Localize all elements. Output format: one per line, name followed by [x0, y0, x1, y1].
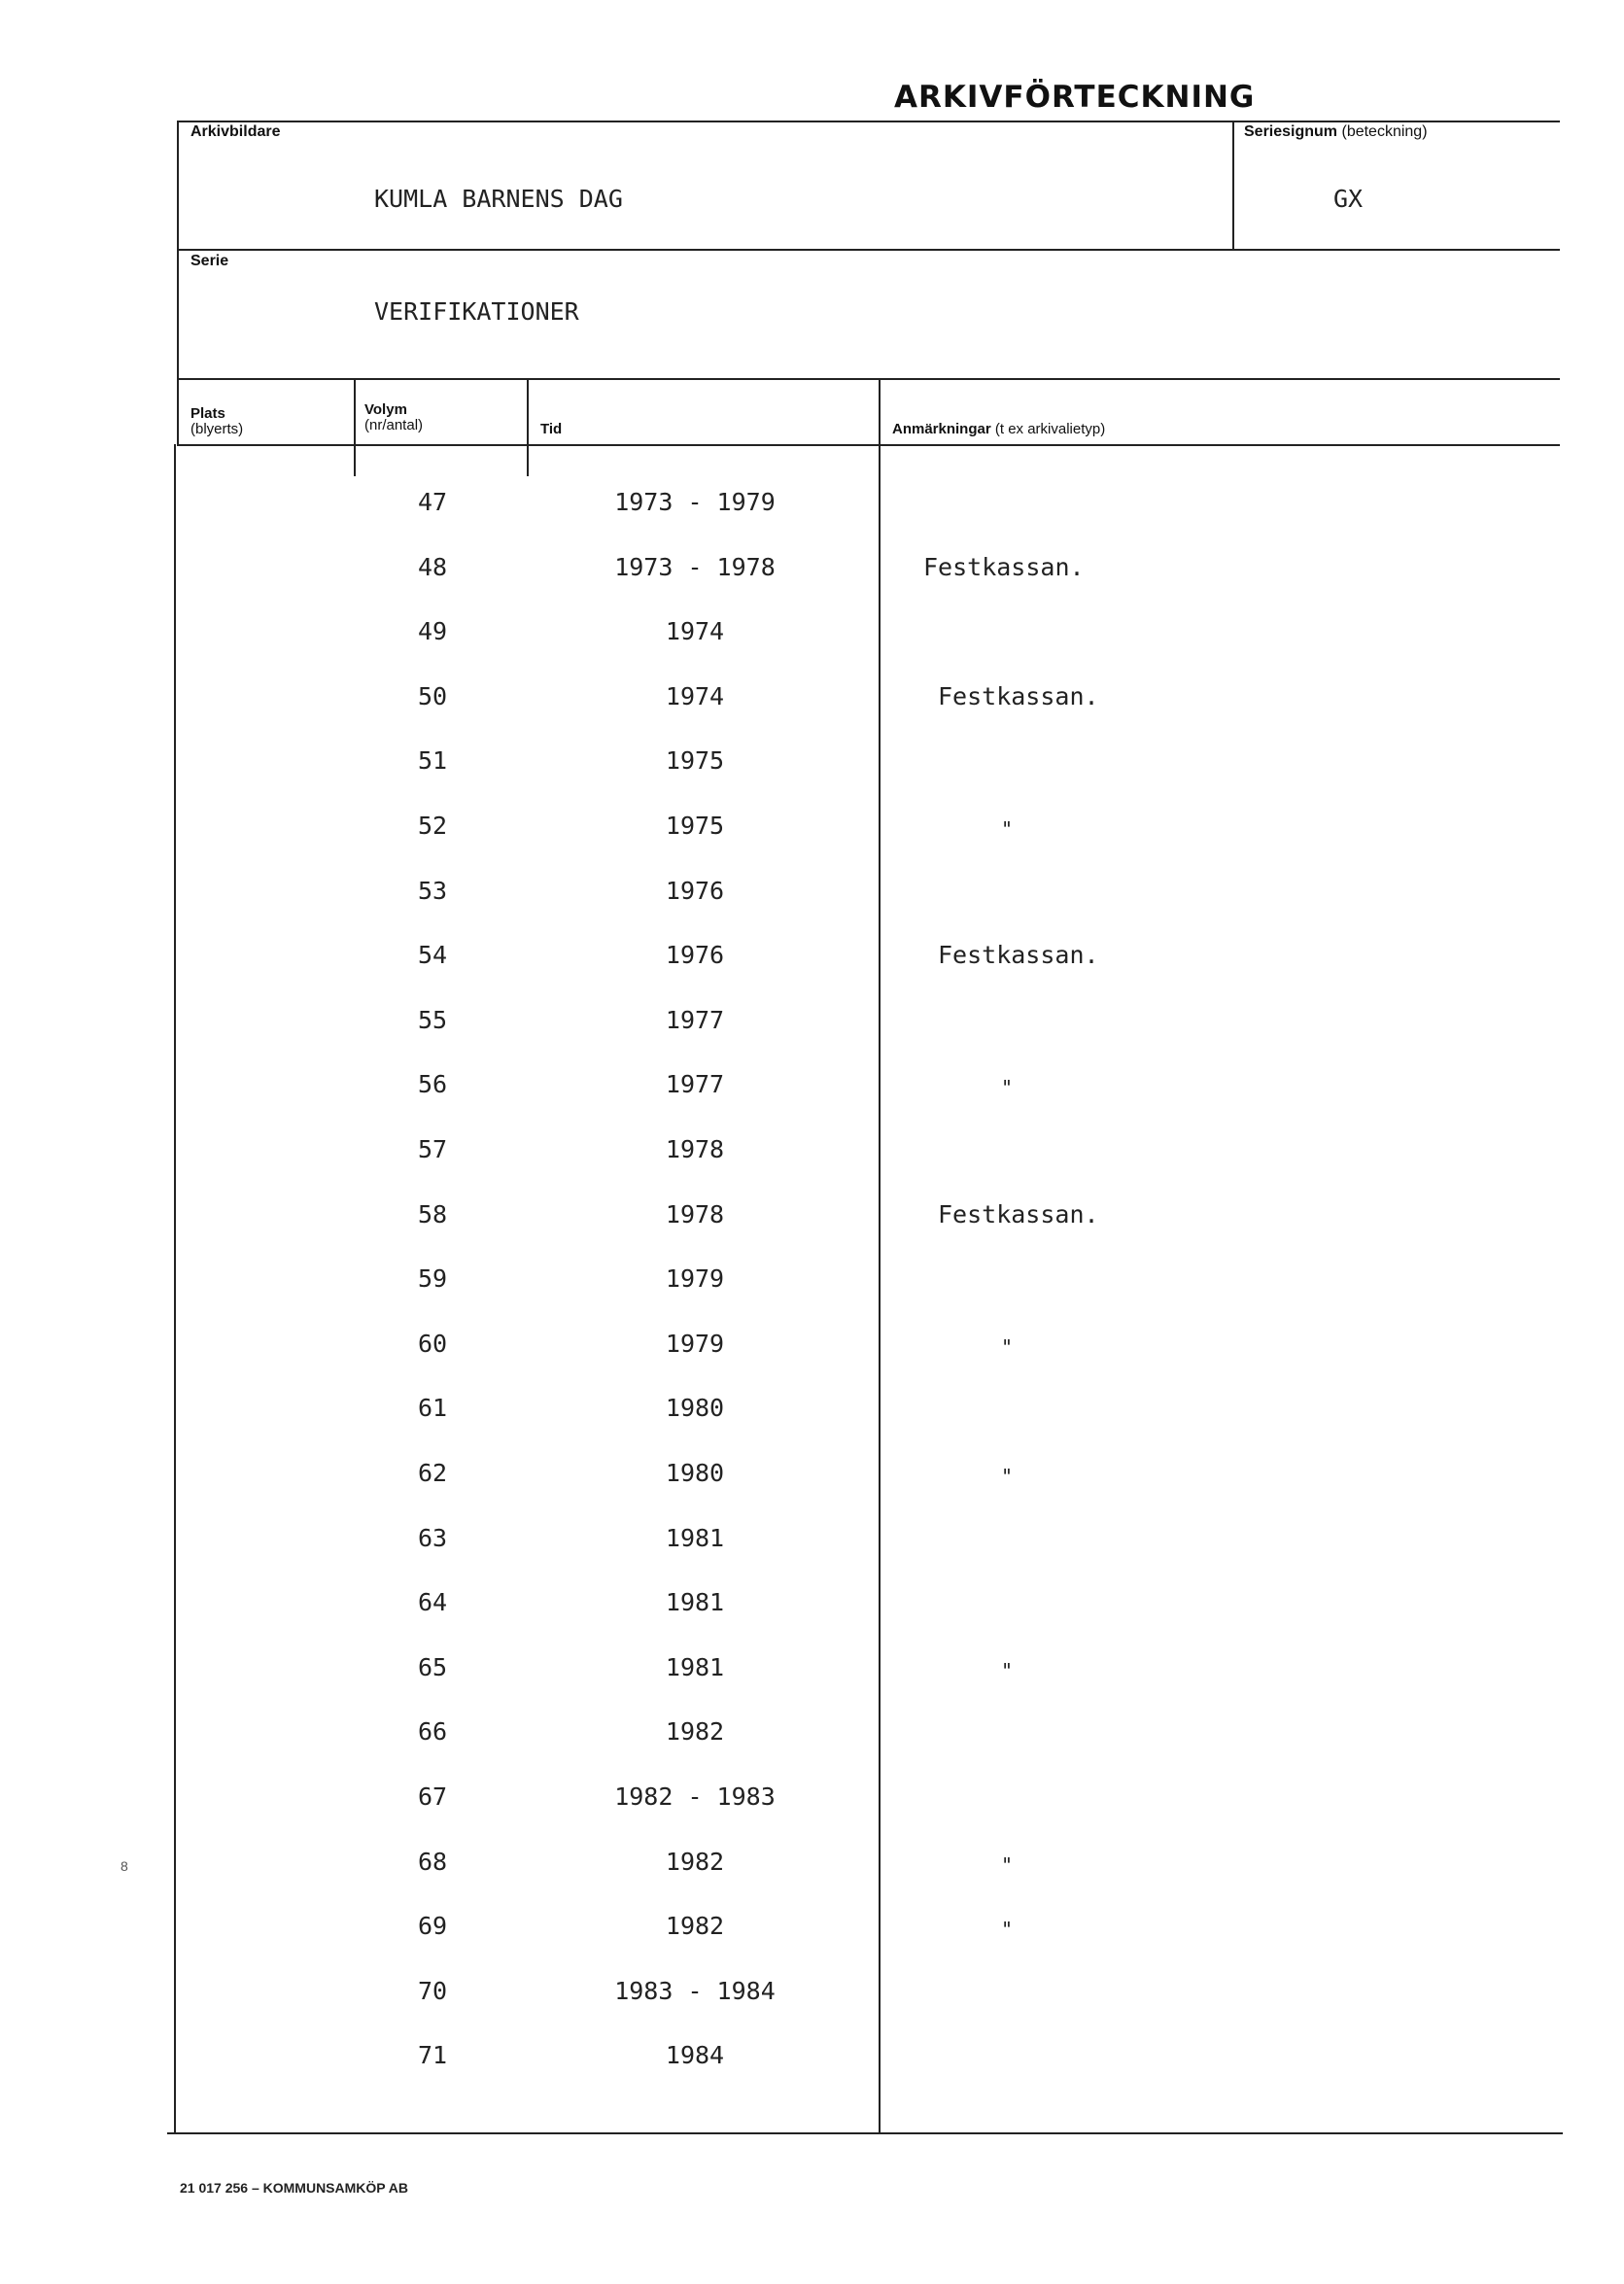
table-row	[0, 1070, 1624, 1134]
ditto-mark: "	[1001, 1918, 1014, 1941]
table-row	[0, 812, 1624, 876]
ditto-mark: "	[1001, 1335, 1014, 1359]
volym-cell: 52	[417, 812, 448, 840]
tid-cell: 1978	[665, 1200, 725, 1229]
serie-value: VERIFIKATIONER	[374, 297, 579, 326]
tid-cell: 1974	[665, 682, 725, 710]
volym-cell: 47	[417, 488, 448, 516]
seriesignum-label-light: (beteckning)	[1341, 123, 1428, 140]
volym-cell: 62	[417, 1459, 448, 1487]
seriesignum-label	[1244, 124, 1428, 140]
table-row	[0, 1135, 1624, 1199]
table-row	[0, 1848, 1624, 1912]
serie-label: Serie	[190, 253, 229, 269]
table-row	[0, 1459, 1624, 1523]
table-row	[0, 1394, 1624, 1458]
tid-cell: 1983 - 1984	[614, 1977, 776, 2005]
volym-cell: 65	[417, 1653, 448, 1681]
note-cell: Festkassan.	[938, 941, 1099, 969]
seriesignum-divider	[1232, 121, 1234, 249]
tid-cell: 1976	[665, 877, 725, 905]
form-footer: 21 017 256 – KOMMUNSAMKÖP AB	[180, 2180, 408, 2196]
note-cell: Festkassan.	[923, 553, 1085, 581]
tid-cell: 1982	[665, 1717, 725, 1746]
table-row	[0, 1977, 1624, 2041]
volym-cell: 59	[417, 1264, 448, 1293]
form-top-rule	[177, 121, 1560, 122]
tid-header: Tid	[540, 421, 563, 437]
plats-header-line1: Plats	[190, 405, 225, 422]
table-row	[0, 1006, 1624, 1070]
volym-cell: 50	[417, 682, 448, 710]
volym-cell: 69	[417, 1912, 448, 1940]
tid-cell: 1973 - 1978	[614, 553, 776, 581]
table-row	[0, 1524, 1624, 1588]
tid-cell: 1980	[665, 1394, 725, 1422]
table-row	[0, 1264, 1624, 1329]
table-row	[0, 553, 1624, 617]
ditto-mark: "	[1001, 1465, 1014, 1488]
volym-cell: 61	[417, 1394, 448, 1422]
table-row	[0, 1912, 1624, 1976]
volym-cell: 51	[417, 746, 448, 775]
volym-cell: 56	[417, 1070, 448, 1098]
header-bottom-rule	[177, 444, 1560, 446]
page-title: ARKIVFÖRTECKNING	[894, 80, 1256, 115]
anmarkningar-header-bold: Anmärkningar	[892, 421, 991, 437]
tid-cell: 1979	[665, 1330, 725, 1358]
table-bottom-rule	[167, 2132, 1563, 2134]
volym-divider	[354, 378, 356, 476]
tid-cell: 1974	[665, 617, 725, 645]
volym-cell: 57	[417, 1135, 448, 1163]
volym-cell: 54	[417, 941, 448, 969]
table-row	[0, 2041, 1624, 2105]
table-row	[0, 1588, 1624, 1652]
note-cell: Festkassan.	[938, 682, 1099, 710]
volym-cell: 67	[417, 1782, 448, 1811]
plats-header	[190, 406, 243, 437]
note-cell: Festkassan.	[938, 1200, 1099, 1229]
arkivbildare-label: Arkivbildare	[190, 123, 281, 140]
tid-divider	[527, 378, 529, 476]
tid-cell: 1978	[665, 1135, 725, 1163]
tid-cell: 1980	[665, 1459, 725, 1487]
ditto-mark: "	[1001, 817, 1014, 841]
volym-cell: 70	[417, 1977, 448, 2005]
volym-header	[364, 402, 423, 433]
plats-header-line2: (blyerts)	[190, 421, 244, 437]
ditto-mark: "	[1001, 1853, 1014, 1877]
tid-cell: 1982	[665, 1912, 725, 1940]
volym-cell: 49	[417, 617, 448, 645]
tid-cell: 1979	[665, 1264, 725, 1293]
anmarkningar-header-light: (t ex arkivalietyp)	[994, 421, 1106, 437]
tid-cell: 1977	[665, 1070, 725, 1098]
table-row	[0, 877, 1624, 941]
volym-header-line2: (nr/antal)	[364, 417, 424, 433]
margin-number: 8	[121, 1858, 128, 1874]
ditto-mark: "	[1001, 1076, 1014, 1099]
volym-cell: 66	[417, 1717, 448, 1746]
volym-cell: 64	[417, 1588, 448, 1616]
volym-cell: 55	[417, 1006, 448, 1034]
tid-cell: 1973 - 1979	[614, 488, 776, 516]
tid-cell: 1975	[665, 812, 725, 840]
form-left-border	[177, 121, 179, 446]
table-row	[0, 617, 1624, 681]
table-row	[0, 1330, 1624, 1394]
tid-cell: 1981	[665, 1653, 725, 1681]
table-row	[0, 1200, 1624, 1264]
volym-cell: 53	[417, 877, 448, 905]
tid-cell: 1981	[665, 1524, 725, 1552]
table-row	[0, 488, 1624, 552]
volym-cell: 71	[417, 2041, 448, 2069]
tid-cell: 1984	[665, 2041, 725, 2069]
table-row	[0, 1653, 1624, 1717]
volym-cell: 58	[417, 1200, 448, 1229]
volym-cell: 68	[417, 1848, 448, 1876]
arkivbildare-bottom-rule	[177, 249, 1560, 251]
volym-cell: 60	[417, 1330, 448, 1358]
table-row	[0, 746, 1624, 811]
tid-cell: 1981	[665, 1588, 725, 1616]
table-row	[0, 1782, 1624, 1847]
table-row	[0, 1717, 1624, 1782]
volym-cell: 63	[417, 1524, 448, 1552]
seriesignum-value: GX	[1333, 185, 1364, 213]
tid-cell: 1975	[665, 746, 725, 775]
seriesignum-label-bold: Seriesignum	[1244, 123, 1338, 140]
tid-cell: 1976	[665, 941, 725, 969]
table-row	[0, 682, 1624, 746]
serie-bottom-rule	[177, 378, 1560, 380]
tid-cell: 1977	[665, 1006, 725, 1034]
anmarkningar-header	[892, 422, 1105, 437]
tid-cell: 1982	[665, 1848, 725, 1876]
volym-cell: 48	[417, 553, 448, 581]
ditto-mark: "	[1001, 1659, 1014, 1682]
volym-header-line1: Volym	[364, 401, 407, 418]
arkivbildare-value: KUMLA BARNENS DAG	[374, 185, 623, 213]
table-row	[0, 941, 1624, 1005]
tid-cell: 1982 - 1983	[614, 1782, 776, 1811]
